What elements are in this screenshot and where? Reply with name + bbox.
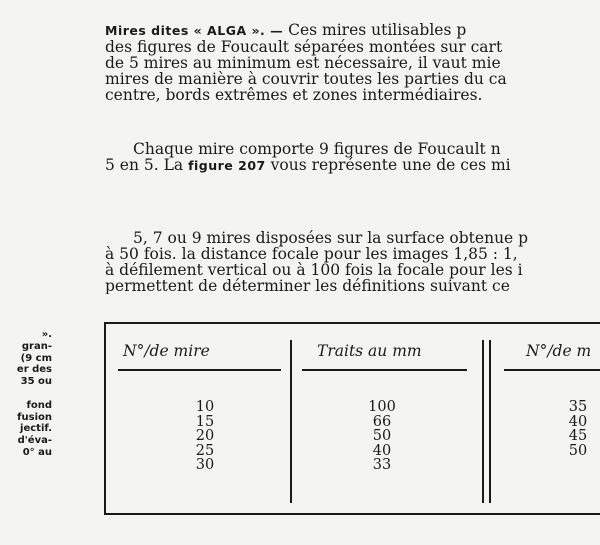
para3-line-2: à 50 fois. la distance focale pour les images 1,85 : 1,	[105, 245, 518, 263]
column-divider	[290, 340, 292, 503]
table-cell: 40	[568, 413, 588, 430]
paragraph-alga-mires	[105, 22, 600, 103]
header-rule	[118, 369, 281, 371]
para1-line-1: Mires dites « ALGA ». — Ces mires utilisables p	[105, 22, 467, 39]
table-cell: 40	[372, 442, 392, 459]
para1-line-4: mires de manière à couvrir toutes les parties du ca	[105, 70, 507, 88]
para3-line-3: à défilement vertical ou à 100 fois la focale pour les i	[105, 261, 523, 279]
column-divider	[489, 340, 491, 503]
header-mire-number: N°/de mire	[123, 342, 210, 360]
table-cell: 50	[568, 442, 588, 459]
para2-line-2: 5 en 5. La figure 207 vous représente une de ces mi	[105, 156, 511, 174]
paragraph-figure-reference	[105, 141, 600, 174]
para1-line-2: des figures de Foucault séparées montées sur cart	[105, 38, 503, 56]
para3-line-1: 5, 7 ou 9 mires disposées sur la surface obtenue p	[133, 230, 529, 247]
paragraph-mire-placement	[105, 230, 600, 294]
para3-line-4: permettent de déterminer les définitions suivant ce	[105, 277, 510, 294]
definition-table	[104, 322, 600, 515]
para1-line-3: de 5 mires au minimum est nécessaire, il vaut mie	[105, 54, 501, 72]
header-mire-number-2: N°/de m	[526, 342, 592, 360]
header-rule	[302, 369, 467, 371]
table-cell: 35	[568, 399, 588, 415]
column-mire-numbers	[181, 400, 229, 473]
table-cell: 25	[195, 442, 215, 459]
side-caption: ». gran- (9 cm er des 35 ou fond fusion jectif. d'éva- 0° au	[16, 329, 52, 458]
table-cell: 100	[368, 399, 396, 415]
para1-line-5: centre, bords extrêmes et zones intermédiaires.	[105, 86, 483, 103]
column-mire-numbers-2	[554, 400, 600, 458]
table-cell: 66	[372, 413, 392, 430]
header-rule	[504, 369, 600, 371]
column-divider	[482, 340, 484, 503]
table-cell: 45	[568, 428, 588, 444]
table-cell: 30	[195, 457, 215, 473]
header-traits-per-mm: Traits au mm	[317, 342, 422, 360]
column-traits	[358, 400, 406, 473]
table-cell: 10	[195, 399, 215, 415]
table-cell: 50	[372, 428, 392, 444]
table-cell: 20	[195, 428, 215, 444]
para2-line-1: Chaque mire comporte 9 figures de Foucault n	[133, 141, 501, 158]
table-cell: 15	[195, 413, 215, 430]
table-cell: 33	[372, 457, 392, 473]
figure-reference: figure 207	[188, 158, 266, 173]
section-heading: Mires dites « ALGA ». —	[105, 23, 284, 38]
